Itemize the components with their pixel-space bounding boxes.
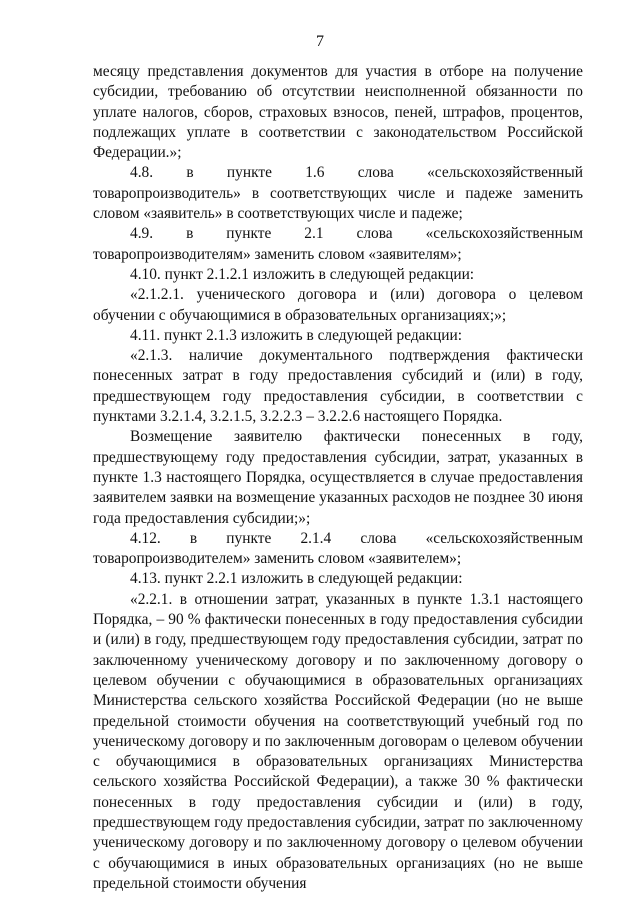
- paragraph-item-4-9: 4.9. в пункте 2.1 слова «сельскохозяйственным товаропроизводителям» заменить словом «заявителям»;: [93, 225, 583, 263]
- paragraph-item-4-8: 4.8. в пункте 1.6 слова «сельскохозяйственный товаропроизводитель» в соответствующих числе и падеже заменить словом «заявитель» в соответствующих числе и падеже;: [93, 164, 583, 223]
- document-body: [93, 62, 583, 894]
- paragraph-clause-2-2-1: «2.2.1. в отношении затрат, указанных в пункте 1.3.1 настоящего Порядка, – 90 % фактически понесенных в году предоставления субсидии и (или) в году, предшествующем году предоставления субсидии, затрат по заключенному ученическому договору и по заключенному договору о целевом обучении с обучающимися в образовательных организациях Министерства сельского хозяйства Российской Федерации (но не выше предельной стоимости обучения на соответствующий учебный год по ученическому договору и по заключенным договорам о целевом обучении с обучающимися в образовательных организациях Министерства сельского хозяйства Российской Федерации), а также 30 % фактически понесенных в году предоставления субсидии и (или) в году, предшествующем году предоставления субсидии, затрат по заключенному ученическому договору и по заключенному договору о целевом обучении с обучающимися в иных образовательных организациях (но не выше предельной стоимости обучения: [93, 590, 583, 892]
- paragraph-item-4-13: 4.13. пункт 2.2.1 изложить в следующей редакции:: [130, 570, 463, 588]
- paragraph-item-4-12: 4.12. в пункте 2.1.4 слова «сельскохозяйственным товаропроизводителем» заменить словом «заявителем»;: [93, 529, 583, 568]
- paragraph-clause-2-1-2-1: «2.1.2.1. ученического договора и (или) договора о целевом обучении с обучающимися в образовательных организациях;»;: [93, 286, 583, 324]
- paragraph-item-4-11: 4.11. пункт 2.1.3 изложить в следующей редакции:: [130, 326, 462, 344]
- paragraph-reimbursement: Возмещение заявителю фактически понесенных в году, предшествующему году предоставления субсидии, затрат, указанных в пункте 1.3 настоящего Порядка, осуществляется в случае предоставления заявителем заявки на возмещение указанных расходов не позднее 30 июня года предоставления субсидии;»;: [93, 428, 583, 527]
- paragraph-clause-2-1-3: «2.1.3. наличие документального подтверждения фактически понесенных затрат в году предоставления субсидий и (или) в году, предшествующем году предоставления субсидии, в соответствии с пунктами 3.2.1.4, 3.2.1.5, 3.2.2.3 – 3.2.2.6 настоящего Порядка.: [93, 347, 583, 426]
- paragraph-continuation: месяцу представления документов для участия в отборе на получение субсидии, требованию об отсутствии неисполненной обязанности по уплате налогов, сборов, страховых взносов, пеней, штрафов, процентов, подлежащих уплате в соответствии с законодательством Российской Федерации.»;: [93, 63, 583, 162]
- paragraph-item-4-10: 4.10. пункт 2.1.2.1 изложить в следующей редакции:: [130, 265, 475, 283]
- page-number: 7: [316, 33, 324, 50]
